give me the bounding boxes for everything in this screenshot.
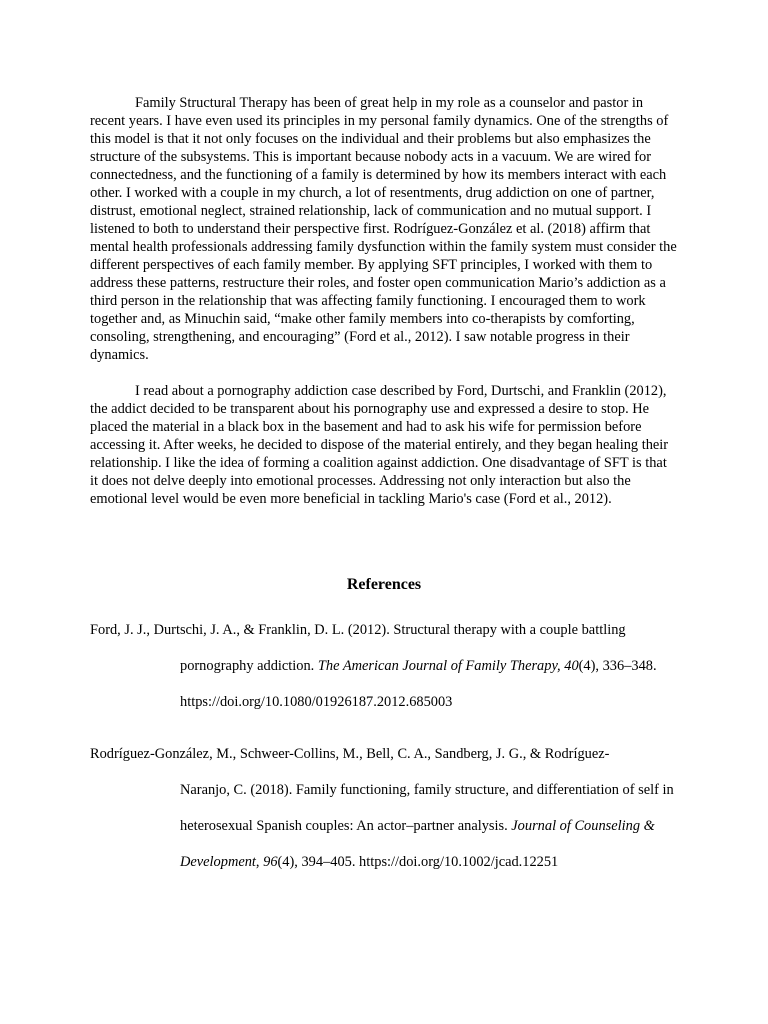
ref1-doi-link[interactable]: https://doi.org/10.1080/01926187.2012.685003 [180,694,453,710]
essay-body [90,94,678,508]
ref2-journal-part2: Development [180,854,256,870]
ref2-volume: 96 [263,854,278,870]
ref2-journal-part1: Journal of Counseling & [511,818,655,834]
ref2-sep: , [255,854,264,870]
ref1-issue-pages: (4), 336–348. [578,658,657,674]
body-paragraph-1: Family Structural Therapy has been of great help in my role as a counselor and pastor in recent years. I have even used its principles in my personal family dynamics. One of the strengths of this model is that it not only focuses on the individual and their problems but also emphasizes the structure of the subsystems. This is important because nobody acts in a vacuum. We are wired for connectedness, and the functioning of a family is determined by how its members interact with each other. I worked with a couple in my church, a lot of resentments, drug addiction on one of partner, distrust, emotional neglect, strained relationship, lack of communication and no mutual support. I listened to both to understand their perspective first. Rodríguez-González et al. (2018) affirm that mental health professionals addressing family dysfunction within the family system must consider the different perspectives of each family member. By applying SFT principles, I worked with them to address these patterns, restructure their roles, and foster open communication Mario’s addiction as a third person in the relationship that was affecting family functioning. I encouraged them to work together and, as Minuchin said, “make other family members into co-therapists by comforting, consoling, strengthening, and encouraging” (Ford et al., 2012). I saw notable progress in their dynamics. [90,95,677,363]
ref1-line2 [135,648,678,684]
references-heading: References [346,576,422,593]
ref2-line4 [135,844,678,880]
ref2-line2: Naranjo, C. (2018). Family functioning, family structure, and differentiation of self in [180,782,674,798]
ref1-title-tail: pornography addiction. [180,658,318,674]
ref1-journal: The American Journal of Family Therapy [317,658,558,674]
reference-rodriguez-2018 [90,736,678,880]
ref2-line3 [135,808,678,844]
body-paragraph-2: I read about a pornography addiction case described by Ford, Durtschi, and Franklin (2012), the addict decided to be transparent about his pornography use and expressed a desire to stop. He placed the material in a black box in the basement and had to ask his wife for permission before accessing it. After weeks, he decided to dispose of the material entirely, and they began healing their relationship. I like the idea of forming a coalition against addiction. One disadvantage of SFT is that it does not delve deeply into emotional processes. Addressing not only interaction but also the emotional level would be even more beneficial in tackling Mario's case (Ford et al., 2012). [90,383,669,507]
reference-ford-2012 [90,612,678,720]
ref2-issue-pages-doi: (4), 394–405. https://doi.org/10.1002/jcad.12251 [277,854,559,870]
ref1-volume: 40 [564,658,579,674]
ref1-line1: Ford, J. J., Durtschi, J. A., & Franklin, D. L. (2012). Structural therapy with a couple battling [90,622,626,638]
reference-list [90,612,678,880]
ref2-line1: Rodríguez-González, M., Schweer-Collins, M., Bell, C. A., Sandberg, J. G., & Rodríguez- [90,746,610,762]
ref1-sep: , [557,658,565,674]
ref2-title-tail: heterosexual Spanish couples: An actor–partner analysis. [180,818,512,834]
